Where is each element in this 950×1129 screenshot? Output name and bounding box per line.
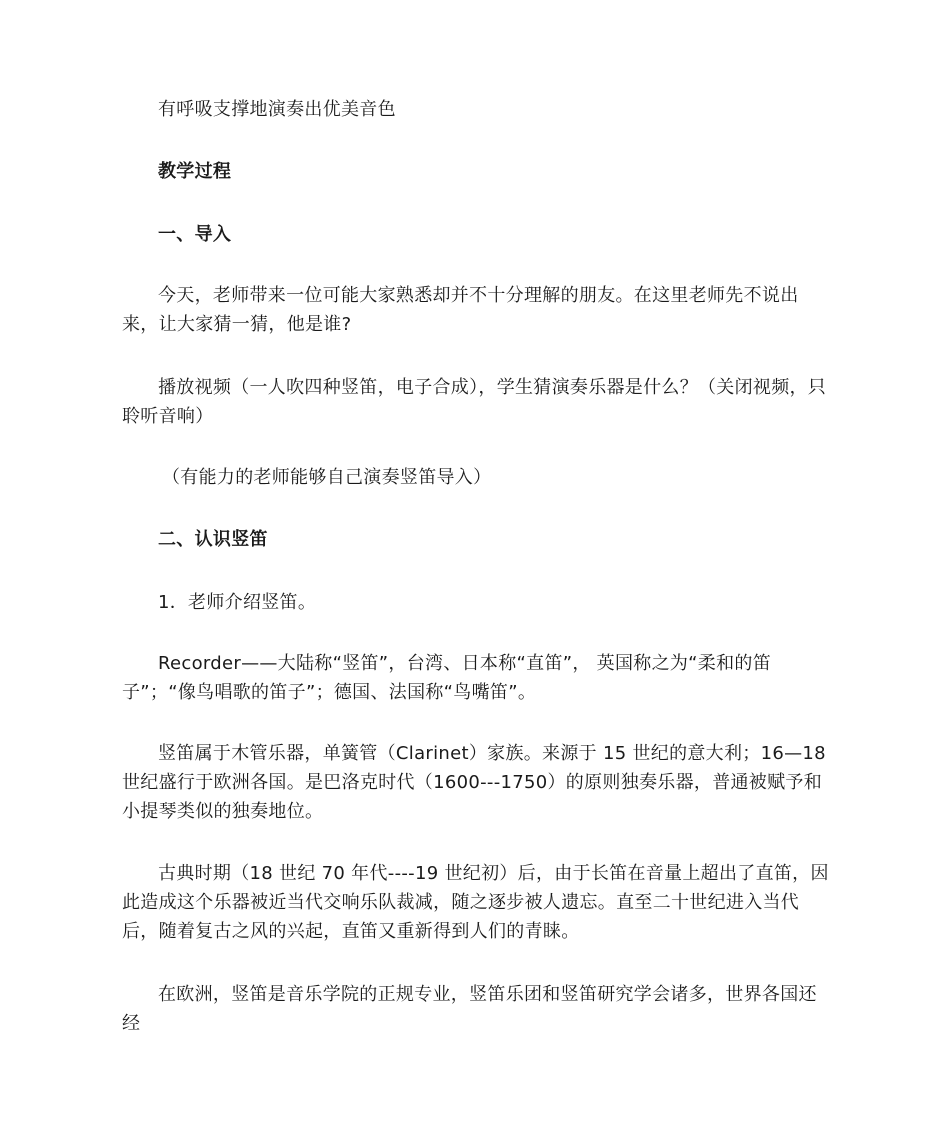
classical-period-paragraph: 古典时期（18 世纪 70 年代----19 世纪初）后，由于长笛在音量上超出了直笛，因此造成这个乐器被近当代交响乐队裁减，随之逐步被人遗忘。直至二十世纪进入当代后，随着复古之风的兴起，直笛又重新得到人们的青睐。 bbox=[122, 863, 829, 942]
section-heading-recorder: 二、认识竖笛 bbox=[158, 529, 268, 550]
video-paragraph: 播放视频（一人吹四种竖笛，电子合成），学生猜演奏乐器是什么？（关闭视频，只聆听音响） bbox=[122, 377, 827, 427]
europe-paragraph: 在欧洲，竖笛是音乐学院的正规专业，竖笛乐团和竖笛研究学会诸多，世界各国还经 bbox=[122, 984, 817, 1034]
section-heading-introduction: 一、导入 bbox=[158, 224, 232, 245]
recorder-names-paragraph: Recorder——大陆称“竖笛”，台湾、日本称“直笛”， 英国称之为“柔和的笛子”；“像鸟唱歌的笛子”；德国、法国称“鸟嘴笛”。 bbox=[122, 653, 772, 703]
intro-paragraph: 今天，老师带来一位可能大家熟悉却并不十分理解的朋友。在这里老师先不说出来，让大家猜一猜，他是谁? bbox=[122, 285, 799, 335]
recorder-history-paragraph: 竖笛属于木管乐器，单簧管（Clarinet）家族。来源于 15 世纪的意大利；16—18 世纪盛行于欧洲各国。是巴洛克时代（1600---1750）的原则独奏乐器，普通被赋予和小提琴类似的独奏地位。 bbox=[122, 743, 826, 822]
section-heading-teaching-process: 教学过程 bbox=[158, 161, 232, 182]
list-item-teacher-intro: 1．老师介绍竖笛。 bbox=[158, 592, 317, 613]
objective-text: 有呼吸支撑地演奏出优美音色 bbox=[158, 99, 396, 120]
teacher-note-paragraph: （有能力的老师能够自己演奏竖笛导入） bbox=[162, 467, 492, 488]
